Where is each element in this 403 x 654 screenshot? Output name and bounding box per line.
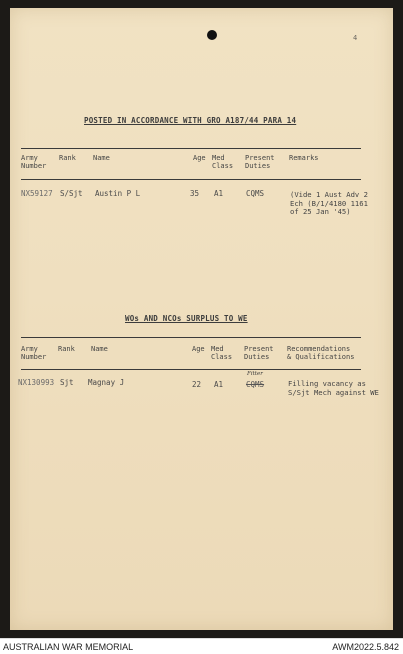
section1-title: POSTED IN ACCORDANCE WITH GRO A187/44 PARA 14 [84, 116, 297, 125]
punch-hole [207, 30, 217, 40]
paper-sheet [10, 8, 393, 630]
section2-header-recommendations: Recommendations & Qualifications [287, 345, 355, 361]
section2-header-army-number: Army Number [21, 345, 47, 361]
footer-bar [0, 638, 403, 654]
section2-header-present-duties: Present Duties [244, 345, 274, 361]
name-cell: Austin P L [95, 189, 141, 198]
age-cell: 35 [190, 189, 200, 198]
section1-header-remarks: Remarks [289, 154, 319, 162]
section1-header-med-class: Med Class [212, 154, 234, 170]
rank-cell: S/Sjt [60, 189, 83, 198]
recommendations-cell: Filling vacancy as S/Sjt Mech against WE [288, 379, 379, 397]
section1-header-age: Age [193, 154, 206, 162]
section1-top-rule [21, 148, 361, 149]
remarks-cell: (Vide 1 Aust Adv 2 Ech (B/1/4180 1161 of 25 Jan '45) [290, 190, 368, 216]
present-duties-cell: CQMS [246, 189, 265, 198]
section1-header-present-duties: Present Duties [245, 154, 275, 170]
section2-header-age: Age [192, 345, 205, 353]
footer-institution: AUSTRALIAN WAR MEMORIAL [3, 642, 134, 652]
name-cell: Magnay J [88, 378, 125, 387]
med-class-cell: A1 [214, 189, 224, 198]
med-class-cell: A1 [214, 380, 224, 389]
section1-header-rule [21, 179, 361, 180]
army-number-cell: NX130993 [18, 378, 55, 387]
section1-header-name: Name [93, 154, 110, 162]
age-cell: 22 [192, 380, 202, 389]
section2-header-rule [21, 369, 361, 370]
handwritten-annotation: Fitter [247, 371, 263, 377]
army-number-cell: NX59127 [21, 189, 53, 198]
section2-top-rule [21, 337, 361, 338]
present-duties-cell: CQMS [246, 380, 265, 389]
rank-cell: Sjt [60, 378, 74, 387]
page-mark: 4 [353, 34, 358, 42]
section2-header-med-class: Med Class [211, 345, 233, 361]
section1-header-army-number: Army Number [21, 154, 47, 170]
section1-header-rank: Rank [59, 154, 76, 162]
section2-title: WOs AND NCOs SURPLUS TO WE [125, 314, 248, 323]
footer-accession-number: AWM2022.5.842 [332, 642, 399, 652]
section2-header-rank: Rank [58, 345, 75, 353]
section2-header-name: Name [91, 345, 108, 353]
